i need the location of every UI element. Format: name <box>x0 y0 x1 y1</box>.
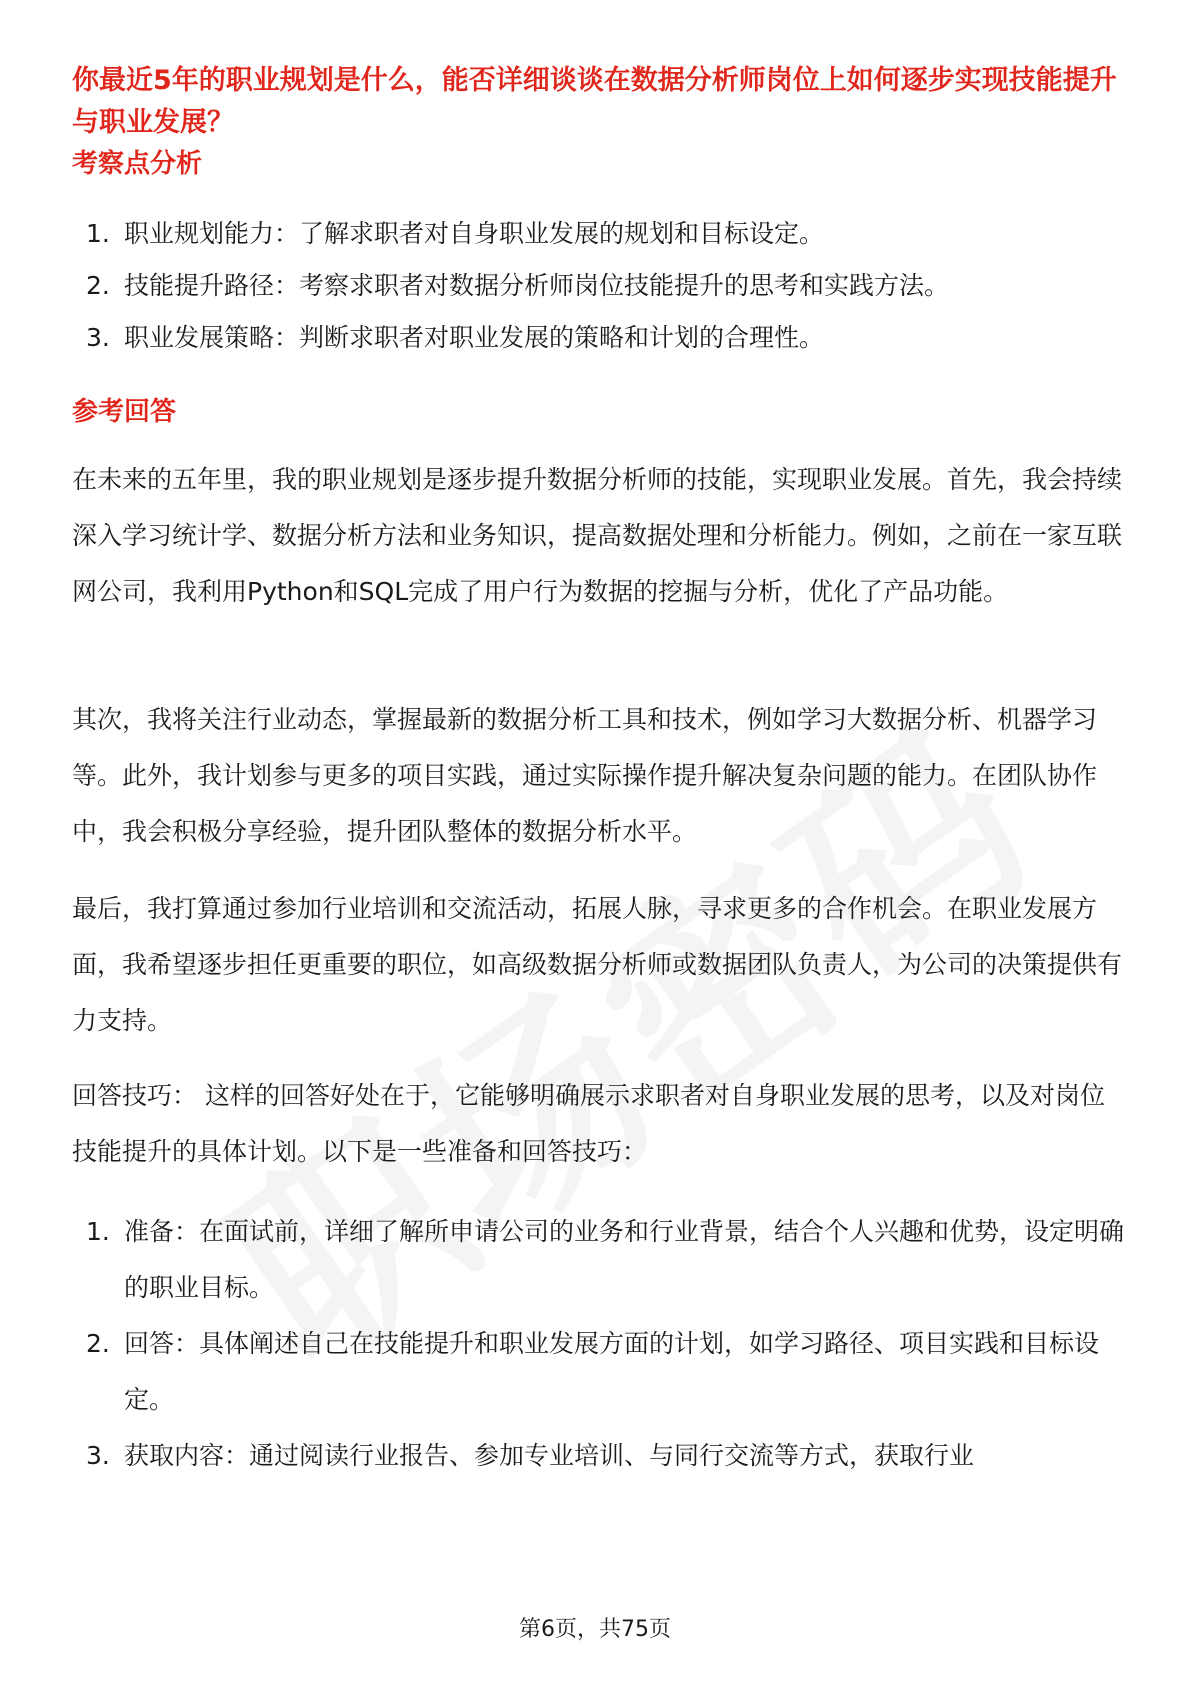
list-item <box>86 266 1126 318</box>
list-item <box>86 1204 1126 1316</box>
list-text: 获取内容：通过阅读行业报告、参加专业培训、与同行交流等方式，获取行业 <box>124 1441 975 1470</box>
list-text: 技能提升路径：考察求职者对数据分析师岗位技能提升的思考和实践方法。 <box>124 271 950 300</box>
answer-heading: 参考回答 <box>72 397 177 427</box>
answer-tips-intro: 回答技巧： 这样的回答好处在于，它能够明确展示求职者对自身职业发展的思考，以及对岗位技能提升的具体计划。以下是一些准备和回答技巧： <box>72 1081 1105 1166</box>
answer-paragraph: 在未来的五年里，我的职业规划是逐步提升数据分析师的技能，实现职业发展。首先，我会持续深入学习统计学、数据分析方法和业务知识，提高数据处理和分析能力。例如，之前在一家互联网公司，我利用Python和SQL完成了用户行为数据的挖掘与分析，优化了产品功能。 <box>72 465 1123 606</box>
tips-list <box>86 1204 1126 1484</box>
list-number: 2. <box>86 1329 110 1358</box>
answer-paragraph: 其次，我将关注行业动态，掌握最新的数据分析工具和技术，例如学习大数据分析、机器学习等。此外，我计划参与更多的项目实践，通过实际操作提升解决复杂问题的能力。在团队协作中，我会积极分享经验，提升团队整体的数据分析水平。 <box>72 705 1098 846</box>
list-text: 准备：在面试前，详细了解所申请公司的业务和行业背景，结合个人兴趣和优势，设定明确的职业目标。 <box>124 1217 1125 1302</box>
list-text: 回答：具体阐述自己在技能提升和职业发展方面的计划，如学习路径、项目实践和目标设定。 <box>124 1329 1100 1414</box>
list-item <box>86 1316 1126 1428</box>
list-number: 3. <box>86 323 110 352</box>
page-number: 第6页，共75页 <box>519 1617 671 1642</box>
analysis-heading: 考察点分析 <box>72 149 203 179</box>
analysis-list <box>86 214 1126 370</box>
question-title: 你最近5年的职业规划是什么，能否详细谈谈在数据分析师岗位上如何逐步实现技能提升与职业发展？ <box>72 65 1117 138</box>
list-number: 2. <box>86 271 110 300</box>
list-number: 1. <box>86 219 110 248</box>
list-item <box>86 318 1126 370</box>
list-number: 3. <box>86 1441 110 1470</box>
list-item <box>86 214 1126 266</box>
answer-paragraph: 最后，我打算通过参加行业培训和交流活动，拓展人脉，寻求更多的合作机会。在职业发展方面，我希望逐步担任更重要的职位，如高级数据分析师或数据团队负责人，为公司的决策提供有力支持。 <box>72 894 1123 1035</box>
list-text: 职业规划能力：了解求职者对自身职业发展的规划和目标设定。 <box>124 219 825 248</box>
list-text: 职业发展策略：判断求职者对职业发展的策略和计划的合理性。 <box>124 323 825 352</box>
list-number: 1. <box>86 1217 110 1246</box>
list-item <box>86 1428 1126 1484</box>
